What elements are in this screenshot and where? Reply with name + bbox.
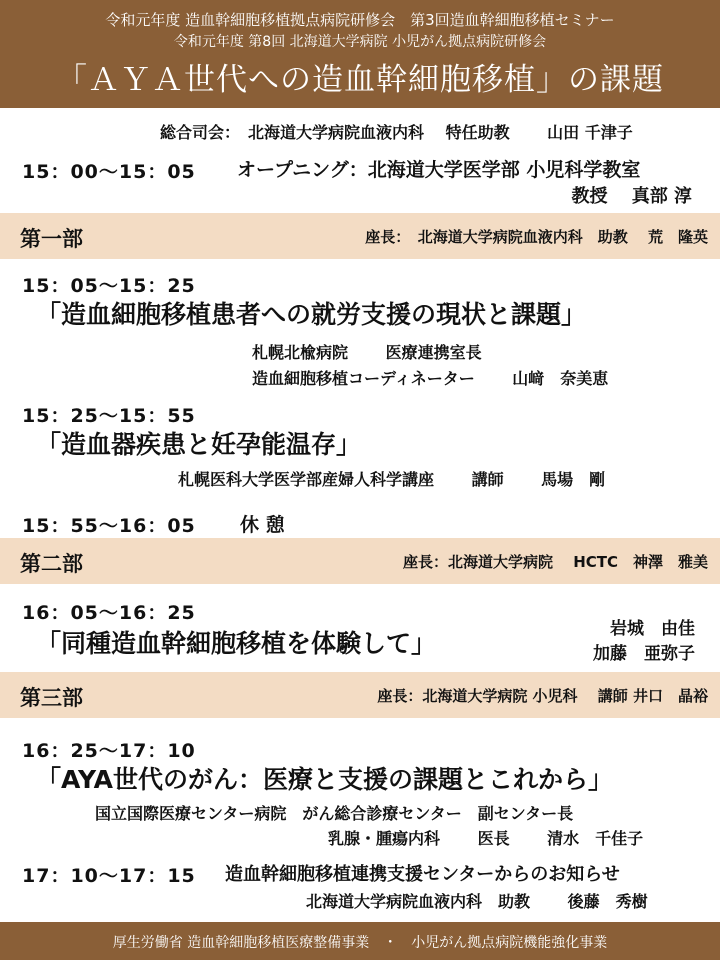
event-title: 「ＡＹＡ世代への造血幹細胞移植」の課題 — [56, 62, 664, 98]
part3-chair: 座長：北海道大学病院 小児科 講師 井口 晶裕 — [377, 687, 708, 705]
part1-name: 第一部 — [20, 227, 83, 251]
part3-session-speaker: 乳腺・腫瘍内科 医長 清水 千佳子 — [328, 829, 644, 848]
part2-session-time: 16：05～16：25 — [22, 602, 196, 624]
closing-title: 造血幹細胞移植連携支援センターからのお知らせ — [225, 864, 620, 885]
opening-speaker: 教授 真部 淳 — [571, 186, 692, 207]
footer-banner — [0, 922, 720, 960]
part2-band — [0, 538, 720, 584]
header-line1: 令和元年度 造血幹細胞移植拠点病院研修会 第3回造血幹細胞移植セミナー — [105, 11, 615, 29]
part1-chair: 座長： 北海道大学病院血液内科 助教 荒 隆英 — [365, 228, 708, 246]
part2-speaker1: 岩城 由佳 — [610, 619, 695, 639]
break-time: 15：55～16：05 — [22, 515, 196, 537]
opening-title: オープニング：北海道大学医学部 小児科学教室 — [237, 159, 641, 181]
part2-session-title: 「同種造血幹細胞移植を体験して」 — [36, 629, 437, 658]
part1-session2-speaker: 札幌医科大学医学部産婦人科学講座 講師 馬場 剛 — [178, 470, 606, 489]
part3-session-time: 16：25～17：10 — [22, 740, 196, 762]
part1-session1-speaker: 造血細胞移植コーディネーター 山﨑 奈美恵 — [252, 369, 609, 388]
part1-session2-time: 15：25～15：55 — [22, 405, 196, 427]
part1-session1-title: 「造血細胞移植患者への就労支援の現状と課題」 — [36, 300, 587, 329]
part3-session-affiliation: 国立国際医療センター病院 がん総合診療センター 副センター長 — [95, 804, 574, 823]
part3-session-title: 「AYA世代のがん：医療と支援の課題とこれから」 — [36, 765, 614, 794]
part2-speaker2: 加藤 亜弥子 — [593, 644, 695, 664]
part3-name: 第三部 — [20, 686, 83, 710]
part3-band — [0, 672, 720, 718]
part1-session2-title: 「造血器疾患と妊孕能温存」 — [36, 430, 362, 459]
footer-text: 厚生労働省 造血幹細胞移植医療整備事業 ・ 小児がん拠点病院機能強化事業 — [112, 935, 608, 951]
break-label: 休 憩 — [240, 514, 285, 536]
closing-time: 17：10～17：15 — [22, 865, 196, 887]
header-banner — [0, 0, 720, 108]
part1-band — [0, 213, 720, 259]
host-line: 総合司会： 北海道大学病院血液内科 特任助教 山田 千津子 — [160, 123, 633, 142]
header-line2: 令和元年度 第8回 北海道大学病院 小児がん拠点病院研修会 — [173, 34, 547, 50]
part1-session1-time: 15：05～15：25 — [22, 275, 196, 297]
opening-time: 15：00～15：05 — [22, 161, 196, 183]
part2-name: 第二部 — [20, 552, 83, 576]
part1-session1-affiliation: 札幌北楡病院 医療連携室長 — [252, 343, 482, 362]
part2-chair: 座長：北海道大学病院 HCTC 神澤 雅美 — [402, 553, 708, 571]
closing-speaker: 北海道大学病院血液内科 助教 後藤 秀樹 — [306, 892, 648, 911]
